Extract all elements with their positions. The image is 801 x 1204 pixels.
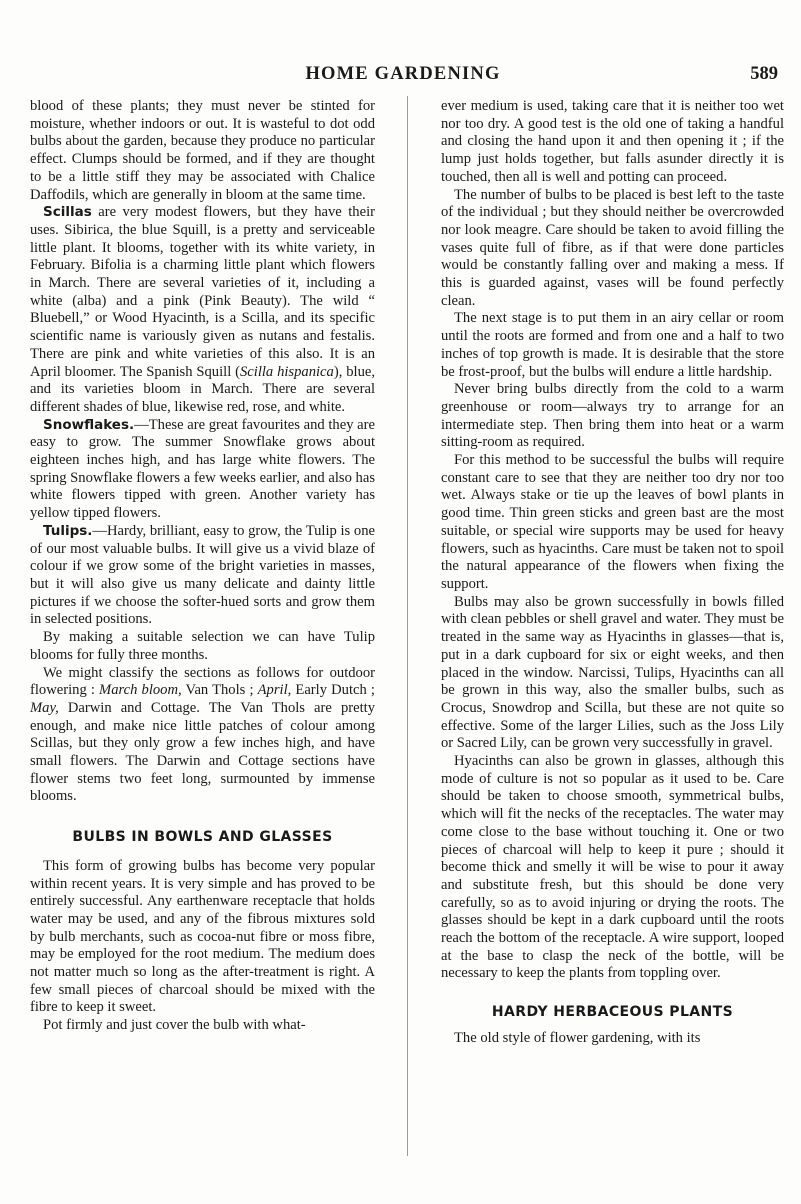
sidehead-tulips: Tulips. [43,522,93,539]
paragraph [30,629,375,664]
paragraph-text: Darwin and Cottage. The Van Thols are pretty enough, and make nice little patches of colour among Scillas, but they only grow a few inches high, and have small flowers. The Darwin and Cottage sections have flower stems two feet long, surmounted by immense blooms. [30,699,375,805]
paragraph-text: The number of bulbs to be placed is best left to the taste of the individual ; but they should neither be overcrowded nor look meagre. Care should be taken to avoid filling the vases quite full of fibre, as if that were done particles would be constantly falling over and making a mess. If this is guarded against, vases will be found perfectly clean. [441,186,784,309]
paragraph [441,187,784,311]
paragraph-text: We might classify the sections as follows for outdoor flowering : [30,664,375,699]
italic-term: March bloom, [99,682,182,699]
italic-term: May, [30,699,59,716]
paragraph-text: This form of growing bulbs has become very popular within recent years. It is very simple and has proved to be entirely successful. Any earthenware receptacle that holds water may be used, and any of the fibrous mixtures sold by bulb merchants, such as cocoa-nut fibre or moss fibre, may be employed for the root medium. The medium does not matter much so long as the after-treatment is right. A few small pieces of charcoal should be mixed with the fibre to keep it sweet. [30,857,375,1016]
paragraph-text: Early Dutch ; [291,682,375,699]
paragraph [441,98,784,187]
paragraph-classification [30,665,375,807]
paragraph-snowflakes [30,417,375,523]
paragraph-text: The next stage is to put them in an airy cellar or room until the roots are formed and from one and a half to two inches of top growth is made. It is desirable that the store be frost-proof, but the bulbs will endure a little hardship. [441,310,784,380]
running-title: HOME GARDENING [305,64,501,84]
paragraph-text: Pot firmly and just cover the bulb with what- [43,1017,306,1034]
paragraph [30,1017,375,1035]
paragraph [441,753,784,983]
paragraph-text: By making a suitable selection we can have Tulip blooms for fully three months. [30,629,375,663]
section-heading-bulbs-in-bowls: BULBS IN BOWLS AND GLASSES [72,829,333,846]
paragraph [30,858,375,1017]
paragraph [441,1030,784,1048]
right-column [441,98,784,1048]
paragraph-scillas [30,204,375,416]
paragraph [441,452,784,594]
sidehead-snowflakes: Snowflakes. [43,416,135,433]
section-heading-hardy-herbaceous: HARDY HERBACEOUS PLANTS [491,1004,734,1021]
paragraph [441,594,784,753]
left-column [30,98,375,1035]
italic-term: Scilla hispanica [239,363,334,380]
running-head [28,64,778,86]
paragraph-text: —These are great favourites and they are easy to grow. The summer Snowflake grows about eighteen inches high, and has large white flowers. The spring Snowflake flowers a few weeks earlier, and also has white flowers tipped with green. Another variety has yellow tipped flowers. [30,416,375,522]
paragraph-text: are very modest flowers, but they have their uses. Sibirica, the blue Squill, is a pretty and serviceable little plant. It blooms, together with its white variety, in February. Bifolia is a charming little plant which flowers in March. There are several varieties of it, including a white (alba) and a pink (Pink Beauty). The wild “ Bluebell,” or Wood Hyacinth, is a Scilla, and its specific scientific name is variously given as nutans and festalis. There are pink and white varieties of this also. It is an April bloomer. The Spanish Squill ( [30,204,375,380]
paragraph-tulips [30,523,375,629]
page-number: 589 [750,64,778,84]
paragraph-text: —Hardy, brilliant, easy to grow, the Tulip is one of our most valuable bulbs. It will give us a vivid blaze of colour if we grow some of the bright varieties in masses, but it will also give us many delicate and dainty little pictures if we choose the softer-hued sorts and grow them in selected positions. [30,522,375,628]
italic-term: April, [257,682,292,699]
paragraph-text: Never bring bulbs directly from the cold to a warm greenhouse or room—always try to arrange for an intermediate step. Then bring them into heat or a warm sitting-room as required. [441,381,784,451]
paragraph [441,310,784,381]
column-divider [407,96,408,1156]
paragraph [30,98,375,204]
paragraph-text: blood of these plants; they must never be stinted for moisture, whether indoors or out. It is wasteful to dot odd bulbs about the garden, because they produce no particular effect. Clumps should be formed, and if they are thought to be a little stiff they may be associated with Chalice Daffodils, which are generally in bloom at the same time. [30,98,375,203]
paragraph-text: Bulbs may also be grown successfully in bowls filled with clean pebbles or shell gravel and water. They must be treated in the same way as Hyacinths in glasses—that is, put in a dark cupboard for six or eight weeks, and then placed in the window. Narcissi, Tulips, Hyacinths can all be grown in this way, also the smaller bulbs, such as Crocus, Snowdrop and Scilla, but these are not quite so effective. Some of the larger Lilies, such as the Joss Lily or Sacred Lily, can be grown very successfully in gravel. [441,593,784,752]
sidehead-scillas: Scillas [43,204,92,221]
paragraph [441,381,784,452]
paragraph-text: Hyacinths can also be grown in glasses, although this mode of culture is not so popular as it used to be. Care should be taken to choose smooth, symmetrical bulbs, which will fit the necks of the receptacles. The water may come close to the base without touching it. One or two pieces of charcoal will help to keep it pure ; should it become thick and smelly it will be wise to pour it away and substitute fresh, but this should be done very carefully, so as to avoid injuring or drying the roots. The glasses should be kept in a dark cupboard until the roots reach the bottom of the receptacle. A wire support, looped at the base to clasp the neck of the bottle, will be necessary to keep the plants from toppling over. [441,753,784,982]
paragraph-text: ), blue, and its varieties bloom in March. There are several different shades of blue, likewise red, rose, and white. [30,363,375,415]
paragraph-text: For this method to be successful the bulbs will require constant care to see that they are neither too dry nor too wet. Always stake or tie up the leaves of bowl plants in good time. Thin green sticks and green bast are the most suitable, or special wire supports may be used for heavy flowers, such as hyacinths. Care must be taken not to spoil the natural appearance of the flowers when fixing the support. [441,452,784,592]
paragraph-text: Van Thols ; [181,682,258,699]
paragraph-text: The old style of flower gardening, with its [454,1029,701,1046]
paragraph-text: ever medium is used, taking care that it is neither too wet nor too dry. A good test is the old one of taking a handful and closing the hand upon it and then opening it ; if the lump just holds together, but falls asunder directly it is touched, then all is well and potting can proceed. [441,98,784,185]
